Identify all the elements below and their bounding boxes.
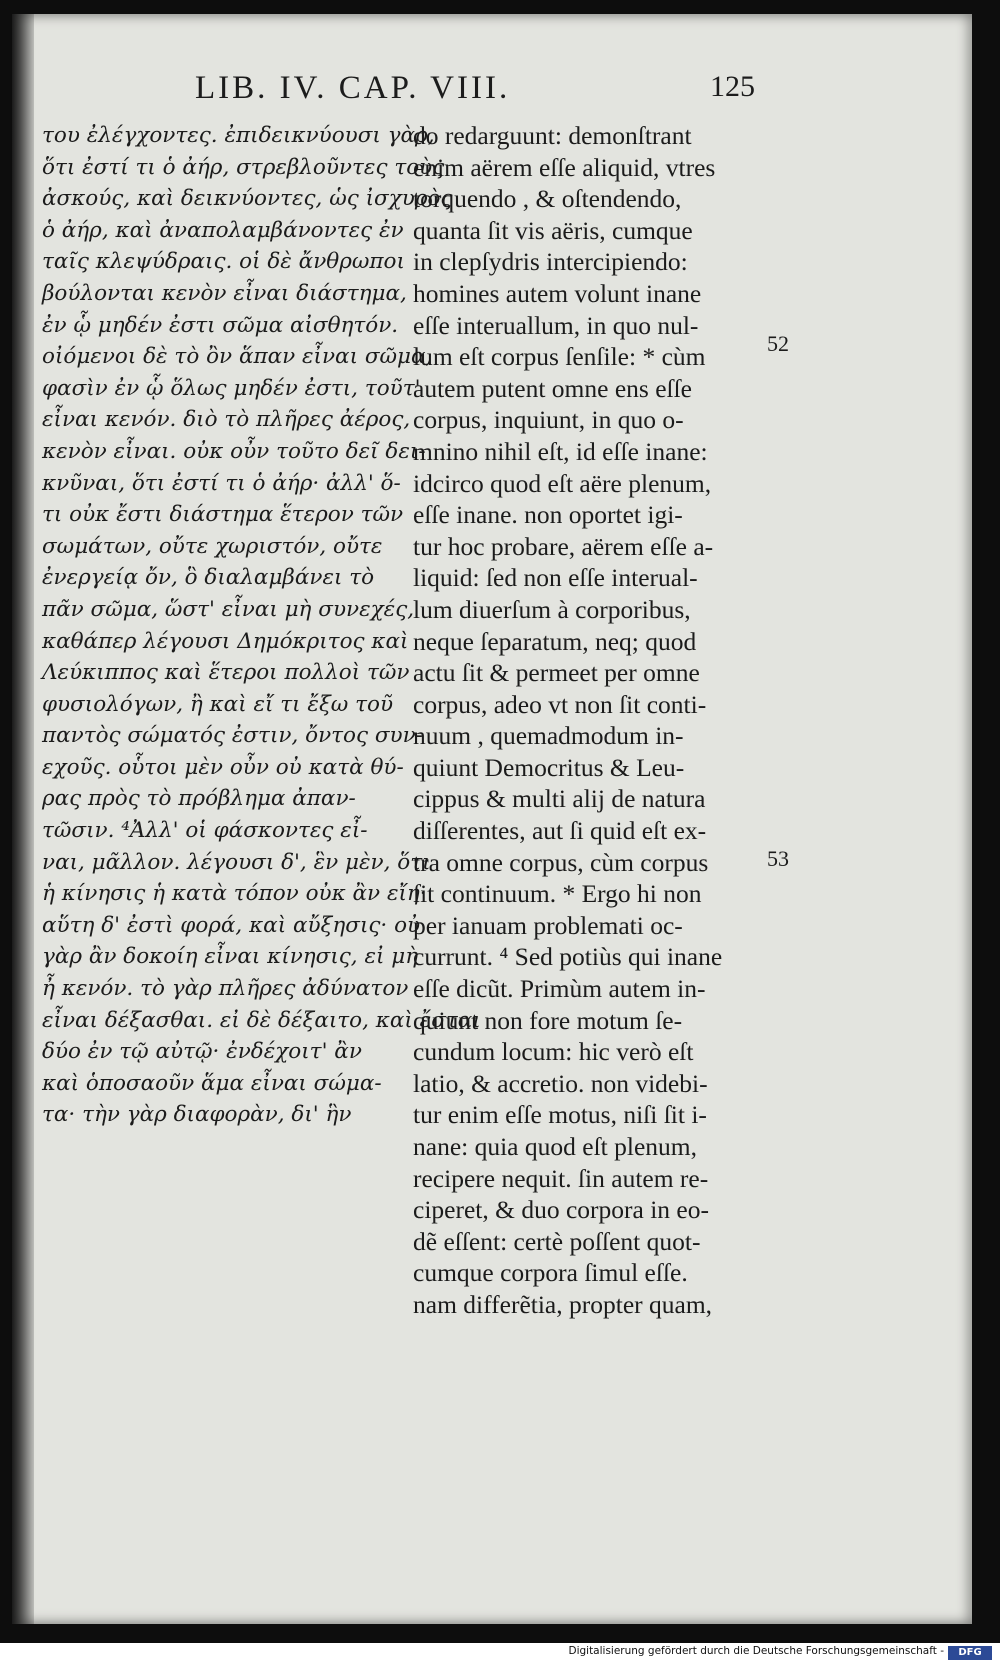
latin-text-line: eſſe inane. non oportet igi- [413, 500, 683, 530]
latin-text-column [413, 120, 763, 1321]
greek-text-line: βούλονται κενὸν εἶναι διάστημα, [42, 280, 407, 306]
greek-text-line: ἐνεργείᾳ ὄν, ὃ διαλαμβάνει τὸ [42, 565, 375, 591]
greek-text-line: κενὸν εἶναι. οὐκ οὖν τοῦτο δεῖ δει- [42, 438, 426, 464]
latin-text-line: actu ſit & permeet per omne [413, 658, 700, 688]
latin-text-line: in clepſydris intercipiendo: [413, 247, 688, 277]
latin-text-line: diſſerentes, aut ſi quid eſt ex- [413, 816, 707, 846]
greek-text-line: τα· τὴν γὰρ διαφορὰν, δι' ἣν [42, 1102, 352, 1128]
greek-text-line: οἰόμενοι δὲ τὸ ὂν ἅπαν εἶναι σῶμα, [42, 344, 433, 370]
latin-text-line: eſſe dicũt. Primùm autem in- [413, 974, 706, 1004]
greek-text-column [42, 120, 481, 1131]
greek-text-line: ρας πρὸς τὸ πρόβλημα ἀπαν- [42, 786, 356, 812]
dfg-logo: DFG [948, 1646, 992, 1660]
latin-text-line: enim aërem eſſe aliquid, vtres [413, 152, 716, 182]
page-header [195, 70, 755, 110]
latin-text-line: liquid: ſed non eſſe interual- [413, 563, 698, 593]
latin-text-line: cippus & multi alij de natura [413, 784, 706, 814]
greek-text-line: εχοῦς. οὗτοι μὲν οὖν οὐ κατὰ θύ- [42, 754, 404, 780]
latin-text-line: homines autem volunt inane [413, 278, 702, 308]
latin-text-line: corpus, inquiunt, in quo o- [413, 405, 684, 435]
greek-text-line: ἦ κενόν. τὸ γὰρ πλῆρες ἀδύνατον [42, 976, 409, 1002]
greek-text-line: εἶναι δέξασθαι. εἰ δὲ δέξαιτο, καὶ ἔσται [42, 1007, 481, 1033]
greek-text-line: Λεύκιππος καὶ ἕτεροι πολλοὶ τῶν [42, 660, 410, 686]
greek-text-line: αὕτη δ' ἐστὶ φορά, καὶ αὔξησις· οὐ [42, 912, 421, 938]
latin-text-line: nuum , quemadmodum in- [413, 721, 684, 751]
greek-text-line: ναι, μᾶλλον. λέγουσι δ', ἓν μὲν, ὅτι [42, 849, 431, 875]
latin-text-line: tur enim eſſe motus, niſi ſit i- [413, 1100, 707, 1130]
greek-text-line: καὶ ὁποσαοῦν ἅμα εἶναι σώμα- [42, 1070, 382, 1096]
page-number: 125 [710, 70, 755, 103]
latin-text-line: nane: quia quod eſt plenum, [413, 1132, 697, 1161]
latin-text-line: lum diuerſum à corporibus, [413, 594, 691, 624]
latin-text-line: currunt. ⁴ Sed potiùs qui inane [413, 942, 723, 972]
binding-shadow [12, 14, 34, 1624]
greek-text-line: ὅτι ἐστί τι ὁ ἀήρ, στρεβλοῦντες τοὺς [42, 154, 445, 180]
greek-text-line: ἡ κίνησις ἡ κατὰ τόπον οὐκ ἂν εἴη· [42, 881, 427, 907]
greek-text-line: γὰρ ἂν δοκοίη εἶναι κίνησις, εἰ μὴ [42, 944, 419, 970]
greek-text-line: ὁ ἀήρ, καὶ ἀναπολαμβάνοντες ἐν [42, 217, 404, 243]
latin-text-line: per ianuam problemati oc- [413, 910, 683, 940]
latin-text-line: cundum locum: hic verò eſt [413, 1037, 694, 1067]
latin-text-line: ciperet, & duo corpora in eo- [413, 1195, 709, 1225]
latin-text-line: dẽ eſſent: certè poſſent quot- [413, 1226, 701, 1256]
greek-text-line: ταῖς κλεψύδραις. οἱ δὲ ἄνθρωποι [42, 249, 405, 275]
greek-text-line: δύο ἐν τῷ αὐτῷ· ἐνδέχοιτ' ἂν [42, 1039, 362, 1065]
latin-text-line: neque ſeparatum, neq; quod [413, 626, 697, 656]
latin-text-line: latio, & accretio. non videbi- [413, 1068, 708, 1098]
latin-text-line: autem putent omne ens eſſe [413, 373, 692, 403]
latin-text-line: tur hoc probare, aërem eſſe a- [413, 531, 714, 561]
latin-text-line: do redarguunt: demonſtrant [413, 121, 692, 150]
latin-text-line: tra omne corpus, cùm corpus [413, 847, 709, 877]
latin-text-line: torquendo , & oſtendendo, [413, 184, 682, 214]
latin-text-line: idcirco quod eſt aëre plenum, [413, 468, 712, 498]
greek-text-line: φυσιολόγων, ἢ καὶ εἴ τι ἔξω τοῦ [42, 691, 394, 717]
latin-text-line: ſit continuum. * Ergo hi non [413, 879, 702, 909]
greek-text-line: τι οὐκ ἔστι διάστημα ἕτερον τῶν [42, 502, 404, 528]
latin-text-line: quiunt non fore motum ſe- [413, 1005, 683, 1035]
digitization-credit: Digitalisierung gefördert durch die Deutsche Forschungsgemeinschaft - [568, 1645, 944, 1657]
running-title: LIB. IV. CAP. VIII. [195, 70, 511, 106]
latin-text-line: eſſe interuallum, in quo nul- [413, 310, 699, 340]
latin-text-line: mnino nihil eſt, id eſſe inane: [413, 436, 708, 466]
latin-text-line: corpus, adeo vt non ſit conti- [413, 689, 707, 719]
greek-text-line: κνῦναι, ὅτι ἐστί τι ὁ ἀήρ· ἀλλ' ὅ- [42, 470, 401, 496]
latin-text-line: quanta ſit vis aëris, cumque [413, 215, 693, 245]
latin-text-line: lum eſt corpus ſenſile: * cùm [413, 342, 706, 372]
margin-note-53: 53 [767, 846, 789, 871]
greek-text-line: φασὶν ἐν ᾧ ὅλως μηδέν ἐστι, τοῦτ' [42, 375, 421, 401]
greek-text-line: παντὸς σώματός ἐστιν, ὄντος συν- [42, 723, 423, 749]
greek-text-line: καθάπερ λέγουσι Δημόκριτος καὶ [42, 628, 409, 654]
greek-text-line: τῶσιν. ⁴Ἀλλ' οἱ φάσκοντες εἶ- [42, 818, 368, 844]
latin-text-line: recipere nequit. ſin autem re- [413, 1163, 709, 1193]
greek-text-line: ἐν ᾧ μηδέν ἐστι σῶμα αἰσθητόν. [42, 312, 399, 338]
latin-text-line: cumque corpora ſimul eſſe. [413, 1258, 688, 1288]
greek-text-line: του ἐλέγχοντες. ἐπιδεικνύουσι γὰρ, [42, 123, 435, 148]
margin-note-52: 52 [767, 331, 789, 356]
latin-text-line: quiunt Democritus & Leu- [413, 752, 685, 782]
latin-text-line: nam differẽtia, propter quam, [413, 1289, 713, 1319]
greek-text-line: εἶναι κενόν. διὸ τὸ πλῆρες ἀέρος, [42, 407, 411, 433]
greek-text-line: σωμάτων, οὔτε χωριστόν, οὔτε [42, 533, 383, 559]
greek-text-line: ἀσκούς, καὶ δεικνύοντες, ὡς ἰσχυρὸς [42, 186, 453, 212]
greek-text-line: πᾶν σῶμα, ὥστ' εἶναι μὴ συνεχές, [42, 596, 415, 622]
